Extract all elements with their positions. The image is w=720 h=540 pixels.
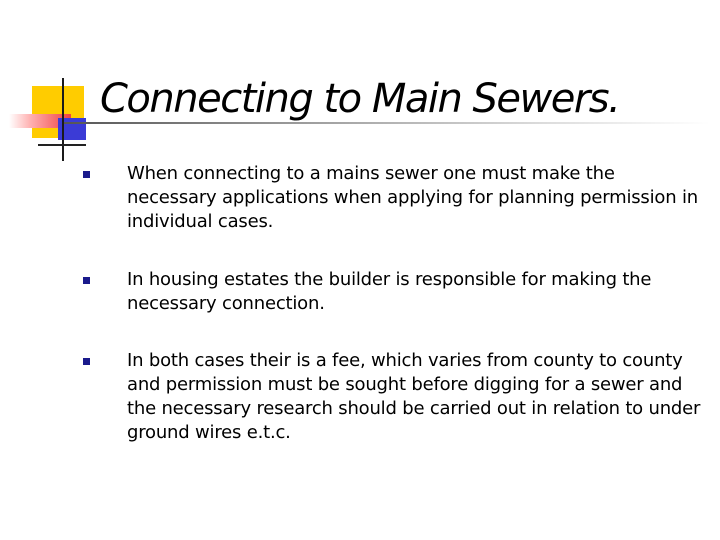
title-underline (64, 122, 710, 124)
bullet-square-icon (83, 277, 90, 284)
logo-vertical-line (62, 78, 64, 161)
slide-title: Connecting to Main Sewers. (100, 76, 620, 122)
bullet-text: In both cases their is a fee, which varies from county to county and permission must be sought before digging for a sewer and the necessary research should be carried out in relation to under ground wires e.t.c. (127, 350, 701, 443)
bullet-square-icon (83, 358, 90, 365)
bullet-square-icon (83, 171, 90, 178)
bullet-text: In housing estates the builder is responsible for making the necessary connection. (127, 269, 652, 314)
bullet-text: When connecting to a mains sewer one must make the necessary applications when applying for planning permission in individual cases. (127, 163, 698, 232)
logo-horizontal-line (38, 144, 86, 146)
